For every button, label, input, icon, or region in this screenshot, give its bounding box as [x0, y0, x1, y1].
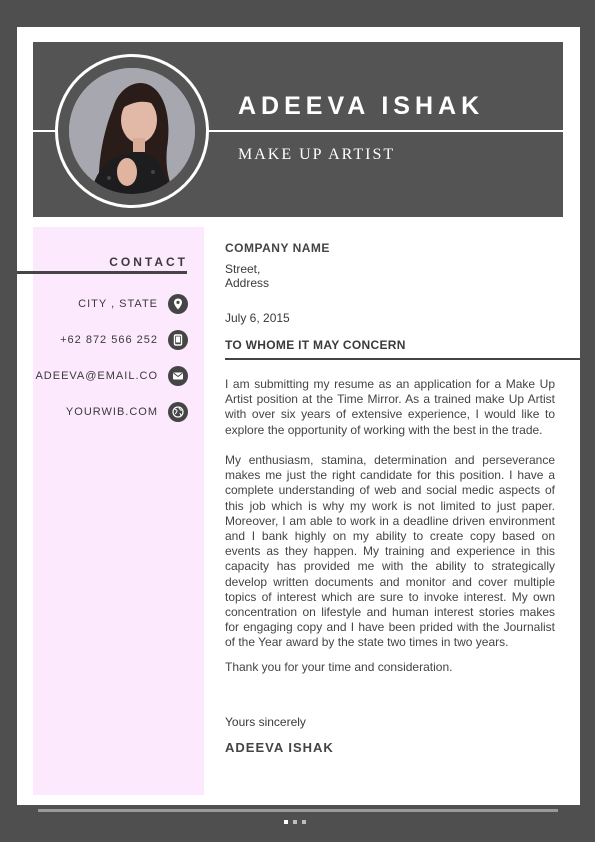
page-dot[interactable]	[302, 820, 306, 824]
salutation: TO WHOME IT MAY CONCERN	[225, 338, 406, 352]
company-name: COMPANY NAME	[225, 241, 330, 255]
salutation-divider	[225, 358, 580, 360]
email-icon	[168, 366, 188, 386]
contact-item-email	[35, 366, 188, 386]
globe-icon	[168, 402, 188, 422]
website-text: YOURWIB.COM	[65, 406, 158, 418]
paragraph-3: Thank you for your time and consideration.	[225, 660, 453, 674]
email-text: ADEEVA@EMAIL.CO	[35, 370, 158, 382]
address-line: Address	[225, 276, 270, 290]
location-text: CITY , STATE	[78, 298, 158, 310]
page-indicator	[284, 820, 306, 824]
location-pin-icon	[168, 294, 188, 314]
letter-date: July 6, 2015	[225, 311, 290, 325]
contact-item-phone	[60, 330, 188, 350]
cover-letter-page	[17, 27, 580, 805]
paragraph-1: I am submitting my resume as an application for a Make Up Artist position at the Time Mirror. As a trained make Up Artist with over six years of extensive experience, I would like to explore the opportunity of working with the best in the trade.	[225, 377, 555, 437]
contact-sidebar	[33, 227, 204, 795]
letter-body	[225, 27, 580, 805]
page-dot[interactable]	[293, 820, 297, 824]
contact-heading: CONTACT	[109, 255, 188, 269]
contact-item-location	[78, 294, 188, 314]
phone-text: +62 872 566 252	[60, 334, 158, 346]
phone-icon	[168, 330, 188, 350]
company-address	[225, 262, 269, 290]
street-line: Street,	[225, 262, 261, 276]
contact-divider	[17, 271, 187, 274]
avatar-frame	[55, 54, 209, 208]
contact-item-website	[66, 402, 188, 422]
avatar	[69, 68, 195, 194]
page-dot-active[interactable]	[284, 820, 288, 824]
paragraph-2: My enthusiasm, stamina, determination and perseverance makes me just the right candidate for this position. I have a complete understanding of web and social medic aspects of this job which is why my work is not limited to just paper. Moreover, I am able to work in a deadline driven environment and I bank highly on my ability to create copy based on events as they happen. My training and experience in this capacity has provided me with the ability to strategically develop written documents and monitor and cover multiple topics of interest which are sure to invoke interest. My own concentration on lifestyle and human interest stories makes for engaging copy and I have been prided with the Journalist of the Year award by the state two times in two years.	[225, 453, 555, 650]
job-title: MAKE UP ARTIST	[238, 146, 396, 163]
page-scrollbar[interactable]	[38, 809, 558, 812]
closing-text: Yours sincerely	[225, 715, 306, 729]
signature-name: ADEEVA ISHAK	[225, 740, 334, 755]
applicant-name: ADEEVA ISHAK	[238, 92, 485, 120]
